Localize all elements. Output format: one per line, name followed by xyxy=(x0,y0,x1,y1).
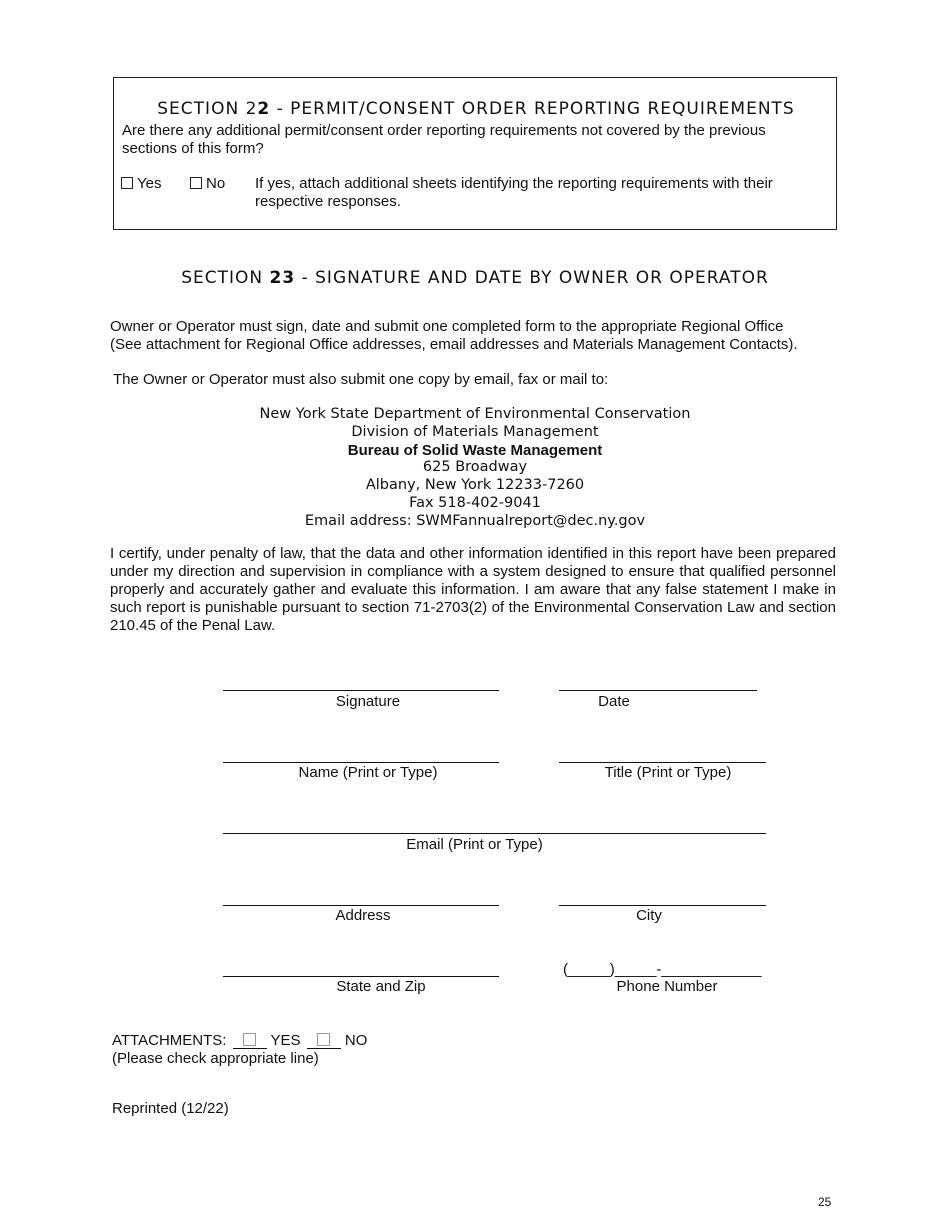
attachments-note: (Please check appropriate line) xyxy=(112,1050,319,1067)
no-label: No xyxy=(206,175,226,192)
yes-checkbox[interactable] xyxy=(121,177,133,189)
date-line[interactable] xyxy=(559,690,757,691)
date-label: Date xyxy=(598,693,630,710)
signature-label: Signature xyxy=(335,693,401,710)
address-line-street: 625 Broadway xyxy=(422,459,528,476)
email-line[interactable] xyxy=(223,833,766,834)
attachments-yes-blank[interactable] xyxy=(233,1033,267,1049)
attachments-row xyxy=(112,1032,367,1050)
section-23-title-number: 23 xyxy=(269,268,296,288)
no-option[interactable] xyxy=(190,175,225,193)
submission-line-1: Owner or Operator must sign, date and submit one completed form to the appropriate Regional Office xyxy=(110,318,784,335)
mailing-address xyxy=(0,406,950,531)
name-label: Name (Print or Type) xyxy=(298,764,438,781)
section-22-title-number: 2 xyxy=(257,99,271,119)
page-number: 25 xyxy=(818,1195,832,1209)
copy-instructions: The Owner or Operator must also submit one copy by email, fax or mail to: xyxy=(113,371,609,388)
phone-label: Phone Number xyxy=(616,978,718,995)
section-23-title-rest: - SIGNATURE AND DATE BY OWNER OR OPERATOR xyxy=(295,268,769,288)
address-line-fax: Fax 518-402-9041 xyxy=(409,494,541,511)
attachments-yes-checkbox[interactable] xyxy=(243,1033,256,1046)
title-label: Title (Print or Type) xyxy=(604,764,732,781)
section-22-box xyxy=(113,77,837,230)
signature-line[interactable] xyxy=(223,690,499,691)
state-zip-line[interactable] xyxy=(223,976,499,977)
section-22-title-prefix: SECTION 2 xyxy=(157,99,258,119)
address-line-email: Email address: SWMFannualreport@dec.ny.gov xyxy=(304,512,646,529)
section-23-title-prefix: SECTION xyxy=(181,268,270,288)
attachments-no-checkbox[interactable] xyxy=(317,1033,330,1046)
email-label: Email (Print or Type) xyxy=(406,836,543,853)
section-22-instruction: If yes, attach additional sheets identifying the reporting requirements with their respective responses. xyxy=(255,175,773,210)
attachments-label: ATTACHMENTS: xyxy=(112,1032,227,1049)
section-23-title xyxy=(113,268,837,288)
address-line-bureau: Bureau of Solid Waste Management xyxy=(347,441,603,459)
attachments-yes-label: YES xyxy=(270,1032,301,1049)
address-label: Address xyxy=(335,907,391,924)
phone-input[interactable]: (_____)_____-____________ xyxy=(563,961,762,978)
submission-line-2: (See attachment for Regional Office addresses, email addresses and Materials Management Contacts). xyxy=(110,336,798,353)
attachments-no-label: NO xyxy=(344,1032,368,1049)
address-line[interactable] xyxy=(223,905,499,906)
section-22-title-rest: - PERMIT/CONSENT ORDER REPORTING REQUIREMENTS xyxy=(270,99,795,119)
title-line[interactable] xyxy=(559,762,766,763)
section-22-question: Are there any additional permit/consent order reporting requirements not covered by the previous sections of this form? xyxy=(122,122,766,157)
state-zip-label: State and Zip xyxy=(336,978,426,995)
address-line-agency: New York State Department of Environmental Conservation xyxy=(259,406,691,422)
address-line-city: Albany, New York 12233-7260 xyxy=(365,477,585,494)
address-line-division: Division of Materials Management xyxy=(351,423,599,440)
certification-statement: I certify, under penalty of law, that the data and other information identified in this report have been prepared under my direction and supervision in compliance with a system designed to ensure that qualified personnel properly and accurately gather and evaluate this information. I am aware that any false statement I make in such report is punishable pursuant to section 71-2703(2) of the Environmental Conservation Law and section 210.45 of the Penal Law. xyxy=(110,545,836,634)
section-22-title xyxy=(114,99,838,119)
city-label: City xyxy=(636,907,662,924)
city-line[interactable] xyxy=(559,905,766,906)
yes-option[interactable] xyxy=(121,175,161,193)
yes-label: Yes xyxy=(137,175,162,192)
name-line[interactable] xyxy=(223,762,499,763)
no-checkbox[interactable] xyxy=(190,177,202,189)
submission-instructions xyxy=(110,318,798,354)
reprinted-date: Reprinted (12/22) xyxy=(112,1100,229,1117)
attachments-no-blank[interactable] xyxy=(307,1033,341,1049)
